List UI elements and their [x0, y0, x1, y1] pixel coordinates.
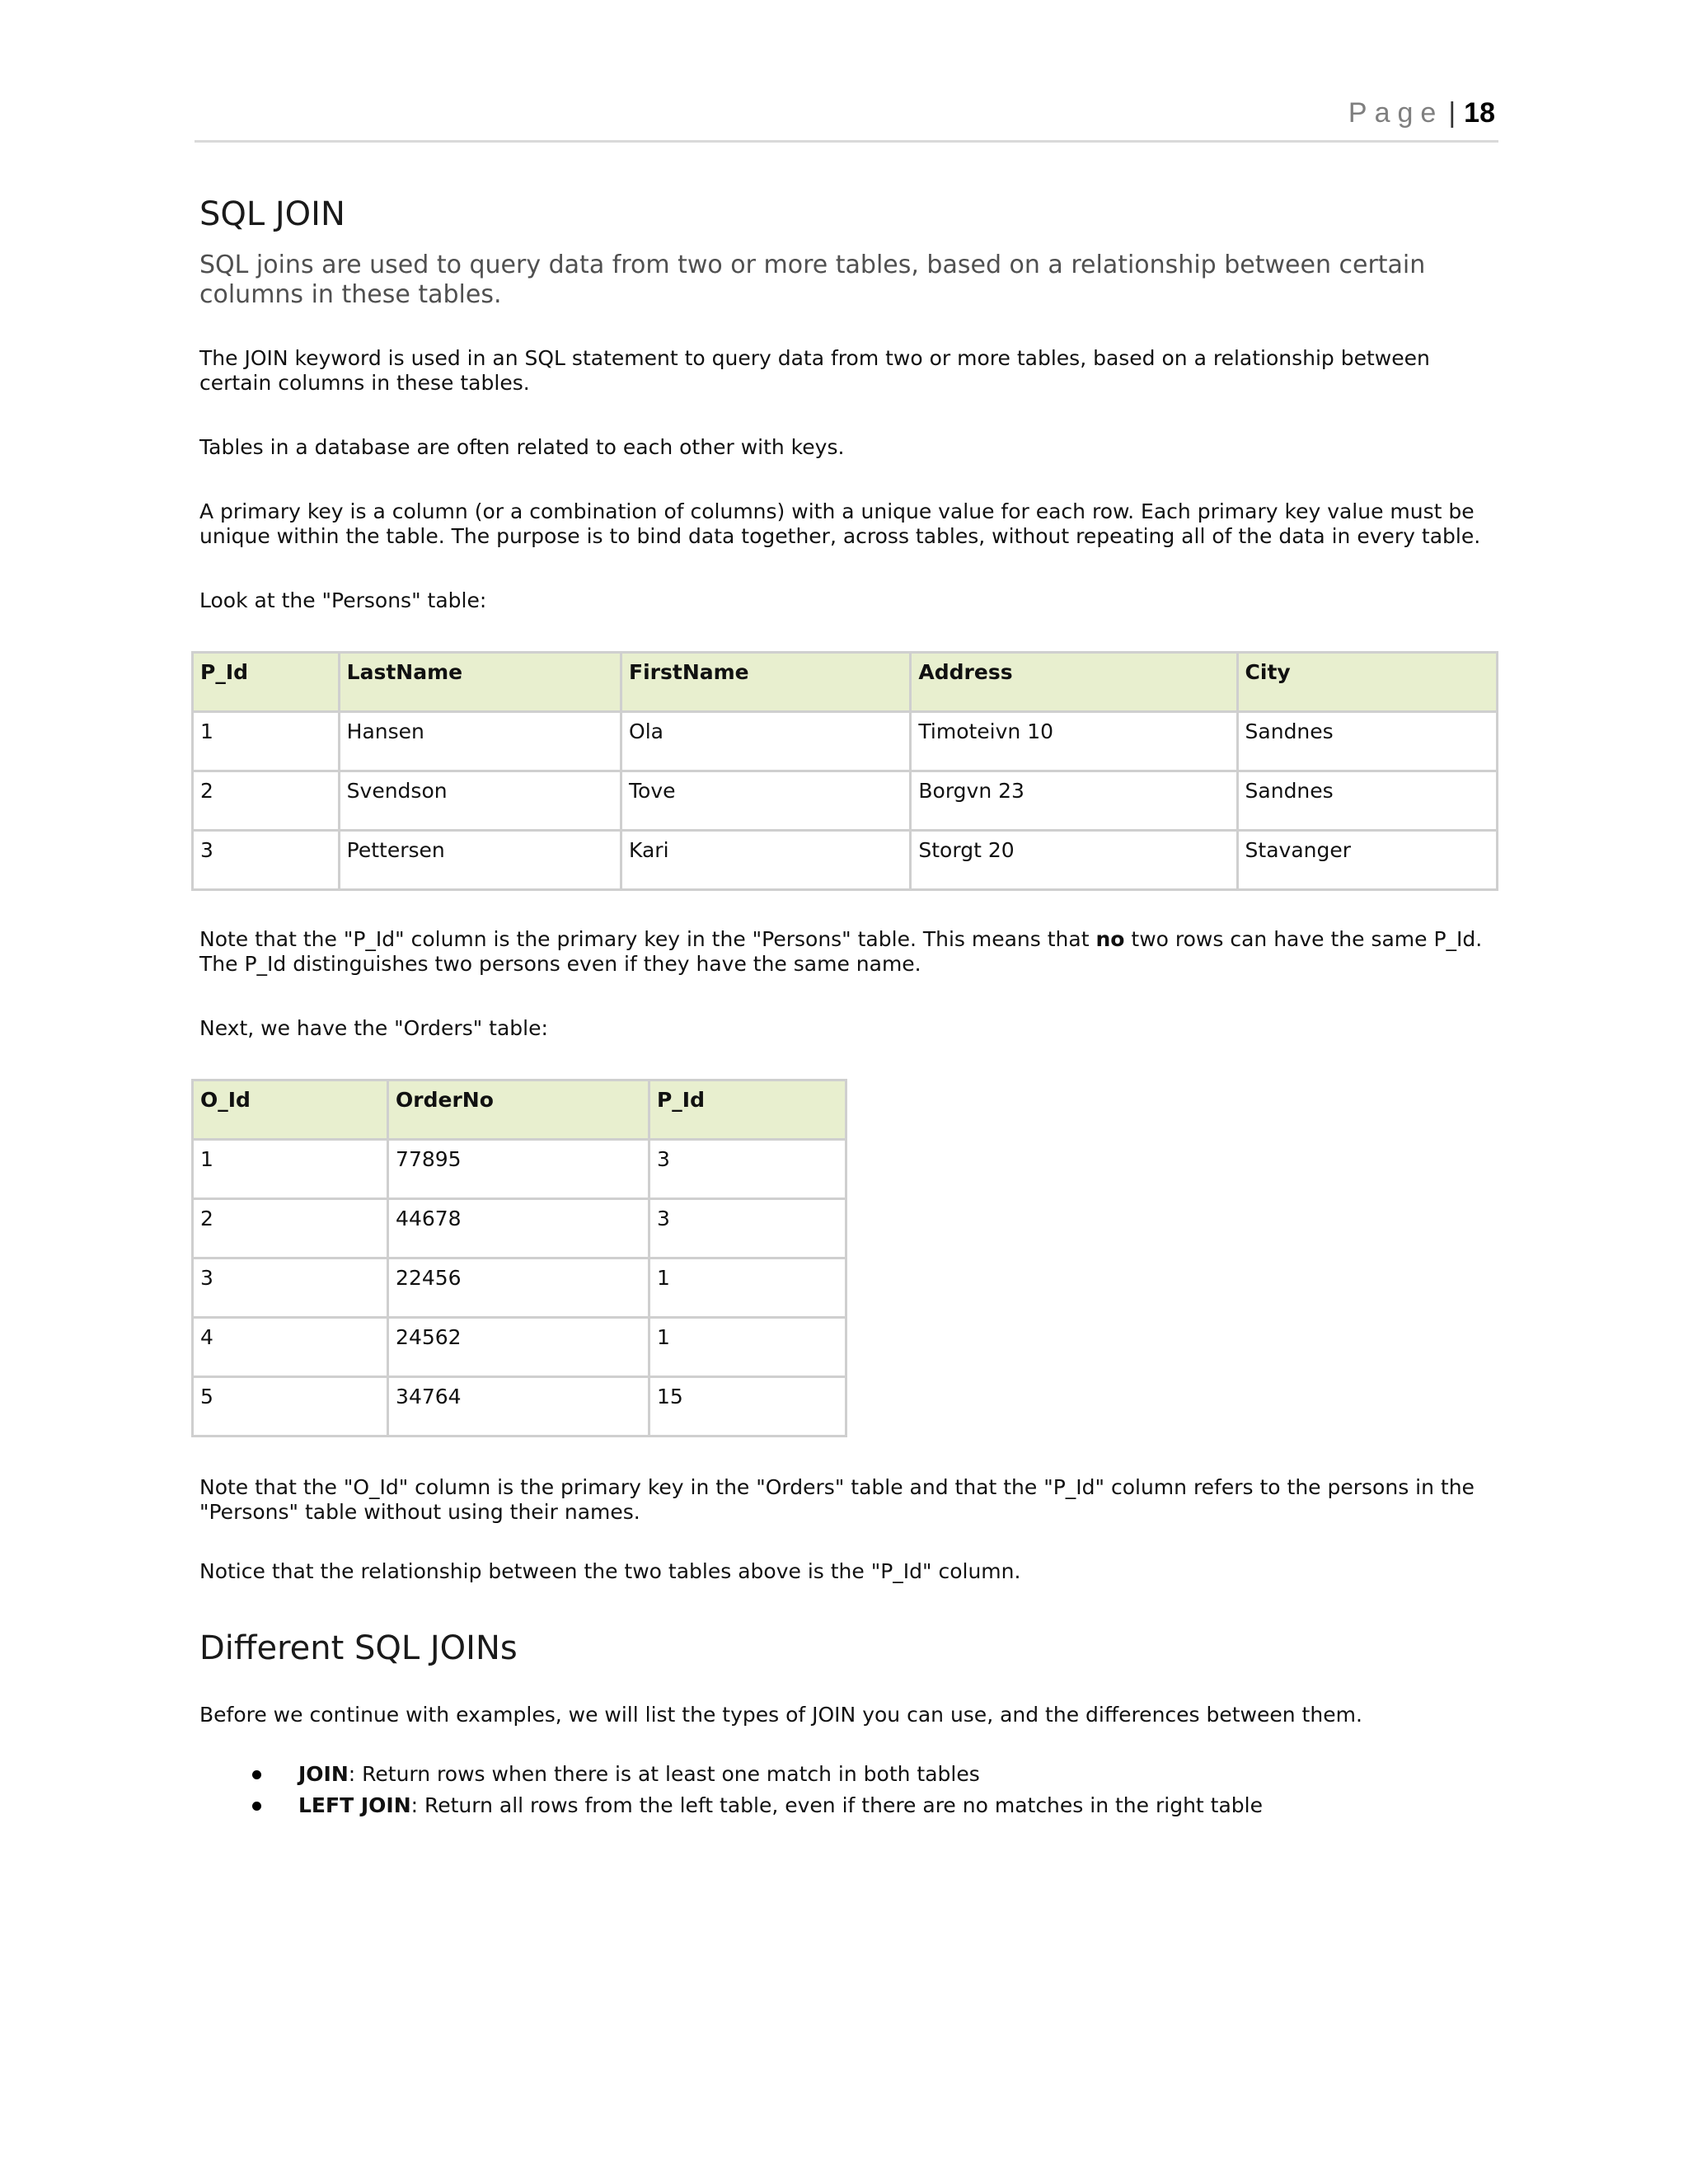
note-emphasis: no: [1095, 927, 1125, 951]
joins-intro: Before we continue with examples, we will list the types of JOIN you can use, and the differences between them.: [199, 1703, 1362, 1727]
table-header-row: [193, 1080, 846, 1140]
table-row: [193, 1140, 846, 1199]
list-item: [298, 1759, 1502, 1790]
section-title-different-joins: Different SQL JOINs: [199, 1629, 518, 1667]
relationship-note: Notice that the relationship between the two tables above is the "P_Id" column.: [199, 1559, 1021, 1583]
table-cell: Stavanger: [1237, 831, 1497, 890]
join-term: JOIN: [298, 1762, 349, 1786]
table-cell: 34764: [388, 1377, 649, 1436]
table-row: [193, 1318, 846, 1377]
table-cell: 22456: [388, 1258, 649, 1318]
table-cell: 2: [193, 771, 340, 831]
table-cell: Ola: [621, 712, 911, 771]
table-cell: 3: [193, 831, 340, 890]
table-cell: Sandnes: [1237, 771, 1497, 831]
table-cell: 3: [649, 1140, 846, 1199]
table-cell: 24562: [388, 1318, 649, 1377]
join-description: : Return rows when there is at least one match in both tables: [348, 1762, 980, 1786]
table-row: [193, 712, 1498, 771]
table-cell: Sandnes: [1237, 712, 1497, 771]
table-cell: 15: [649, 1377, 846, 1436]
page-number-label: [1348, 97, 1495, 129]
table-cell: 3: [193, 1258, 388, 1318]
section-title-sql-join: SQL JOIN: [199, 195, 345, 233]
note-text: two rows can have the same P_Id. The P_Id distinguishes two persons even if they have the same name.: [199, 927, 1483, 976]
table-row: [193, 831, 1498, 890]
table-cell: 1: [193, 712, 340, 771]
table-cell: 4: [193, 1318, 388, 1377]
column-header: FirstName: [621, 653, 911, 712]
orders-table: [191, 1079, 847, 1437]
table-cell: 3: [649, 1199, 846, 1258]
join-description: : Return all rows from the left table, even if there are no matches in the right table: [410, 1793, 1263, 1817]
table-cell: Pettersen: [339, 831, 621, 890]
table-cell: Tove: [621, 771, 911, 831]
table-cell: Storgt 20: [911, 831, 1237, 890]
join-term: LEFT JOIN: [298, 1793, 411, 1817]
column-header: P_Id: [193, 653, 340, 712]
persons-intro: Look at the "Persons" table:: [199, 588, 487, 612]
table-row: [193, 1377, 846, 1436]
table-cell: 5: [193, 1377, 388, 1436]
table-cell: 1: [649, 1258, 846, 1318]
table-cell: Svendson: [339, 771, 621, 831]
table-cell: Borgvn 23: [911, 771, 1237, 831]
table-cell: Kari: [621, 831, 911, 890]
table-cell: 77895: [388, 1140, 649, 1199]
primary-key-paragraph: A primary key is a column (or a combination of columns) with a unique value for each row. Each primary key value must be unique within the table. The purpose is to bind data together, across tables, without repeating all of the data in every table.: [199, 499, 1481, 548]
primary-key-note: [199, 927, 1502, 977]
column-header: LastName: [339, 653, 621, 712]
table-cell: Hansen: [339, 712, 621, 771]
page-separator: |: [1448, 97, 1456, 129]
orders-intro: Next, we have the "Orders" table:: [199, 1016, 548, 1040]
table-cell: 2: [193, 1199, 388, 1258]
table-header-row: [193, 653, 1498, 712]
column-header: OrderNo: [388, 1080, 649, 1140]
join-types-list: [199, 1759, 1502, 1821]
table-row: [193, 1199, 846, 1258]
page-number: 18: [1464, 97, 1495, 129]
column-header: P_Id: [649, 1080, 846, 1140]
table-cell: Timoteivn 10: [911, 712, 1237, 771]
lead-paragraph: SQL joins are used to query data from two or more tables, based on a relationship between certain columns in these tables.: [199, 251, 1426, 309]
page-label: Page: [1348, 97, 1444, 129]
document-body: [199, 194, 1502, 1821]
table-cell: 1: [193, 1140, 388, 1199]
join-keyword-paragraph: The JOIN keyword is used in an SQL statement to query data from two or more tables, based on a relationship between certain columns in these tables.: [199, 346, 1430, 395]
table-cell: 1: [649, 1318, 846, 1377]
list-item: [298, 1790, 1502, 1821]
page-header: [195, 92, 1498, 143]
column-header: Address: [911, 653, 1237, 712]
column-header: City: [1237, 653, 1497, 712]
table-row: [193, 771, 1498, 831]
note-text: Note that the "P_Id" column is the primary key in the "Persons" table. This means that: [199, 927, 1096, 951]
column-header: O_Id: [193, 1080, 388, 1140]
table-cell: 44678: [388, 1199, 649, 1258]
table-row: [193, 1258, 846, 1318]
orders-note: Note that the "O_Id" column is the primary key in the "Orders" table and that the "P_Id" column refers to the persons in the "Persons" table without using their names.: [199, 1475, 1475, 1524]
persons-table: [191, 651, 1498, 891]
keys-paragraph: Tables in a database are often related to each other with keys.: [199, 435, 845, 459]
